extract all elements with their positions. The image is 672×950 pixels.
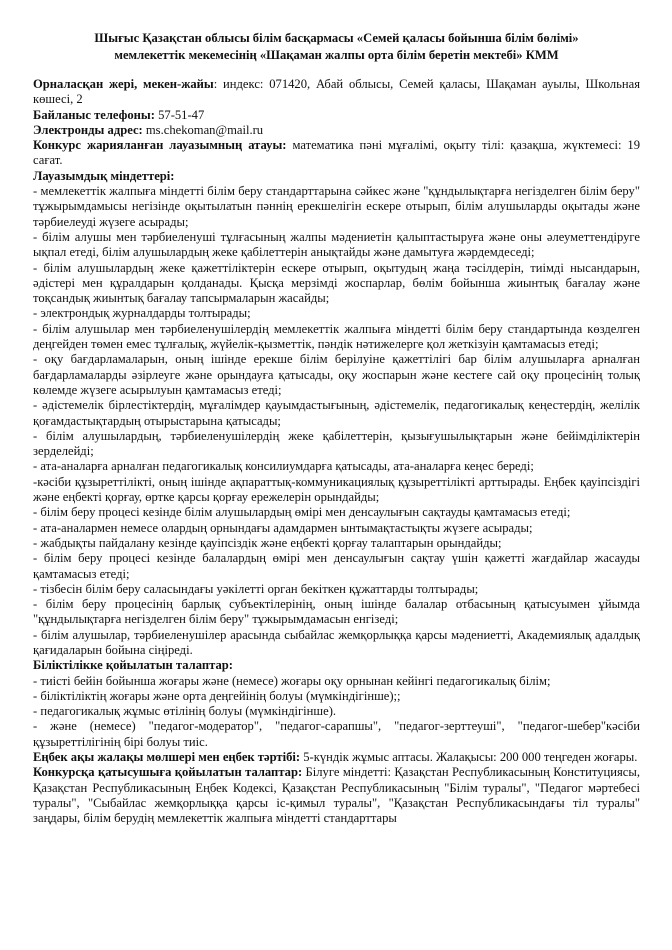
qualification-item: - тиісті бейін бойынша жоғары және (немесе) жоғары оқу орнынан кейінгі педагогикалық білім;: [33, 673, 551, 688]
qualification-item: - және (немесе) "педагог-модератор", "педагог-сарапшы", "педагог-зерттеуші", "педагог-шебер"кәсіби құзыреттілігінің бірі болуы тиіс.: [33, 719, 640, 749]
email-value: ms.chekoman@mail.ru: [142, 122, 264, 137]
email-label: Электронды адрес:: [33, 122, 143, 137]
qualification-title: Біліктілікке қойылатын талаптар:: [33, 658, 233, 673]
duty-item: - ата-аналармен немесе олардың орнындағы адамдармен ынтымақтастықты жүзеге асырады;: [33, 520, 533, 535]
duty-item: - білім беру процесінің барлық субъектілерінің, оның ішінде балалар отбасының қатысуымен ұйымда "құндылықтарға негізделген білім беру" тұжырымдамасын енгізеді;: [33, 597, 640, 627]
phone-value: 57-51-47: [154, 107, 205, 122]
qualification-item: - біліктіліктің жоғары және орта деңгейінің болуы (мүмкіндігінше);;: [33, 688, 401, 703]
duty-item: - білім алушылардың, тәрбиеленушілердің жеке қабілеттерін, қызығушылықтарын және бейімділіктерін зерделейді;: [33, 428, 640, 459]
duty-item: - әдістемелік бірлестіктердің, мұғалімдер қауымдастығының, әдістемелік, педагогикалық кеңестердің, желілік қоғамдастықтардың отырыстарына қатысады;: [33, 398, 640, 428]
salary-value: 5-күндік жұмыс аптасы. Жалақысы: 200 000 теңгеден жоғары.: [300, 750, 638, 765]
qualification-item: - педагогикалық жұмыс өтілінің болуы (мүмкіндігінше).: [33, 704, 337, 719]
header-line-1: Шығыс Қазақстан облысы білім басқармасы «Семей қаласы бойынша білім бөлімі»: [94, 31, 579, 45]
duty-item: - ата-аналарға арналған педагогикалық консилиумдарға қатысады, ата-аналарға кеңес береді;: [33, 459, 534, 474]
phone-line: [33, 108, 640, 123]
duties-title: Лауазымдық міндеттері:: [33, 168, 175, 183]
duty-item: - білім алушы мен тәрбиеленуші тұлғасының жалпы мәдениетін қалыптастыруға және оны әлеуметтендіруге ықпал етеді, білім алушылардың жеке қабілеттерін анықтайды және дамытуға жәрдемдеседі;: [33, 229, 640, 260]
location-label: Орналасқан жері, мекен-жайы: [33, 77, 214, 91]
duty-item: - білім беру процесі кезінде балалардың өмірі мен денсаулығын сақтау үшін қажетті жағдайлар жасауды қамтамасыз етеді;: [33, 551, 640, 581]
vacancy-label: Конкурс жарияланған лауазымның атауы:: [33, 138, 287, 153]
vacancy-line: [33, 138, 640, 169]
email-line: [33, 123, 640, 138]
salary-label: Еңбек ақы жалақы мөлшері мен еңбек тәртібі:: [33, 750, 301, 765]
duty-item: - мемлекеттік жалпыға міндетті білім беру стандарттарына сәйкес және "құндылықтарға негізделген білім беру" тұжырымдамысы негізінде оқытылатын пәннің ерекшелігін ескере отырып, білім алушыларды оқытады және тәрбиелеуді жүзеге асырады;: [33, 184, 640, 229]
requirements-label: Конкурсқа қатысушыға қойылатын талаптар:: [33, 765, 303, 780]
duty-item: - білім алушылар мен тәрбиеленушілердің мемлекеттік жалпыға міндетті білім беру стандартында көзделген деңгейден төмен емес тұлғалық, жүйелік-қызметтік, пәндік нәтижелерге қол жеткізуін қамтамасыз етеді;: [33, 321, 640, 352]
duty-item: - тізбесін білім беру саласындағы уәкілетті орган бекіткен құжаттарды толтырады;: [33, 581, 479, 596]
duty-item: - жабдықты пайдалану кезінде қауіпсіздік және еңбекті қорғау талаптарын орындайды;: [33, 535, 502, 550]
salary-line: [33, 750, 640, 765]
duty-item: - білім алушылардың жеке қажеттіліктерін ескере отырып, оқытудың жаңа тәсілдерін, тиімді нысандарын, әдістері мен құралдарын қолданады. Қысқа мерзімді жоспарлар, бөлім бойынша жиынтық бағалау және тоқсандық жиынтық бағалау тапсырмаларын жасайды;: [33, 260, 640, 306]
requirements-value: Білуге міндетті: Қазақстан Республикасының Конституциясы, Қазақстан Республикасының Еңбек Кодексі, Қазақстан Республикасының "Білім туралы", "Педагог мәртебесі туралы", "Сыбайлас жемқорлыққа қарсы іс-қимыл туралы", "Қазақстан Республикасындағы тіл туралы" заңдары, білім берудің мемлекеттік жалпыға міндетті стандарттары: [33, 765, 640, 826]
duty-item: -кәсіби құзыреттілікті, оның ішінде ақпараттық-коммуникациялық құзыреттілікті арттырады. Еңбек қауіпсіздігі және еңбекті қорғау, өртке қарсы қорғау ережелерін орындайды;: [33, 474, 640, 505]
requirements-line: [33, 765, 640, 826]
location-line: [33, 77, 640, 108]
document-header: [33, 30, 640, 63]
duty-item: - электрондық журналдарды толтырады;: [33, 306, 251, 321]
location-value: : индекс: 071420, Абай облысы, Семей қаласы, Шақаман ауылы, Школьная көшесі, 2: [33, 77, 640, 107]
duty-item: - оқу бағдарламаларын, оның ішінде ерекше білім берілуіне қажеттілігі бар білім алушыларға арналған бағдарламаларды әзірлеуге және орындауға қатысады, оқу жоспарын және кестеге сай оқу процесінің толық көлемде жүзеге асырылуын қамтамасыз етеді;: [33, 352, 640, 397]
duty-item: - білім беру процесі кезінде білім алушылардың өмірі мен денсаулығын сақтауды қамтамасыз етеді;: [33, 505, 571, 520]
phone-label: Байланыс телефоны:: [33, 107, 155, 122]
header-line-2: мемлекеттік мекемесінің «Шақаман жалпы орта білім беретін мектебі» КММ: [114, 47, 559, 62]
vacancy-value: математика пәні мұғалімі, оқыту тілі: қазақша, жүктемесі: 19 сағат.: [33, 138, 640, 168]
duty-item: - білім алушылар, тәрбиеленушілер арасында сыбайлас жемқорлыққа қарсы мәдениетті, Академиялық адалдық қағидаларын бойына сіңіреді.: [33, 627, 640, 657]
